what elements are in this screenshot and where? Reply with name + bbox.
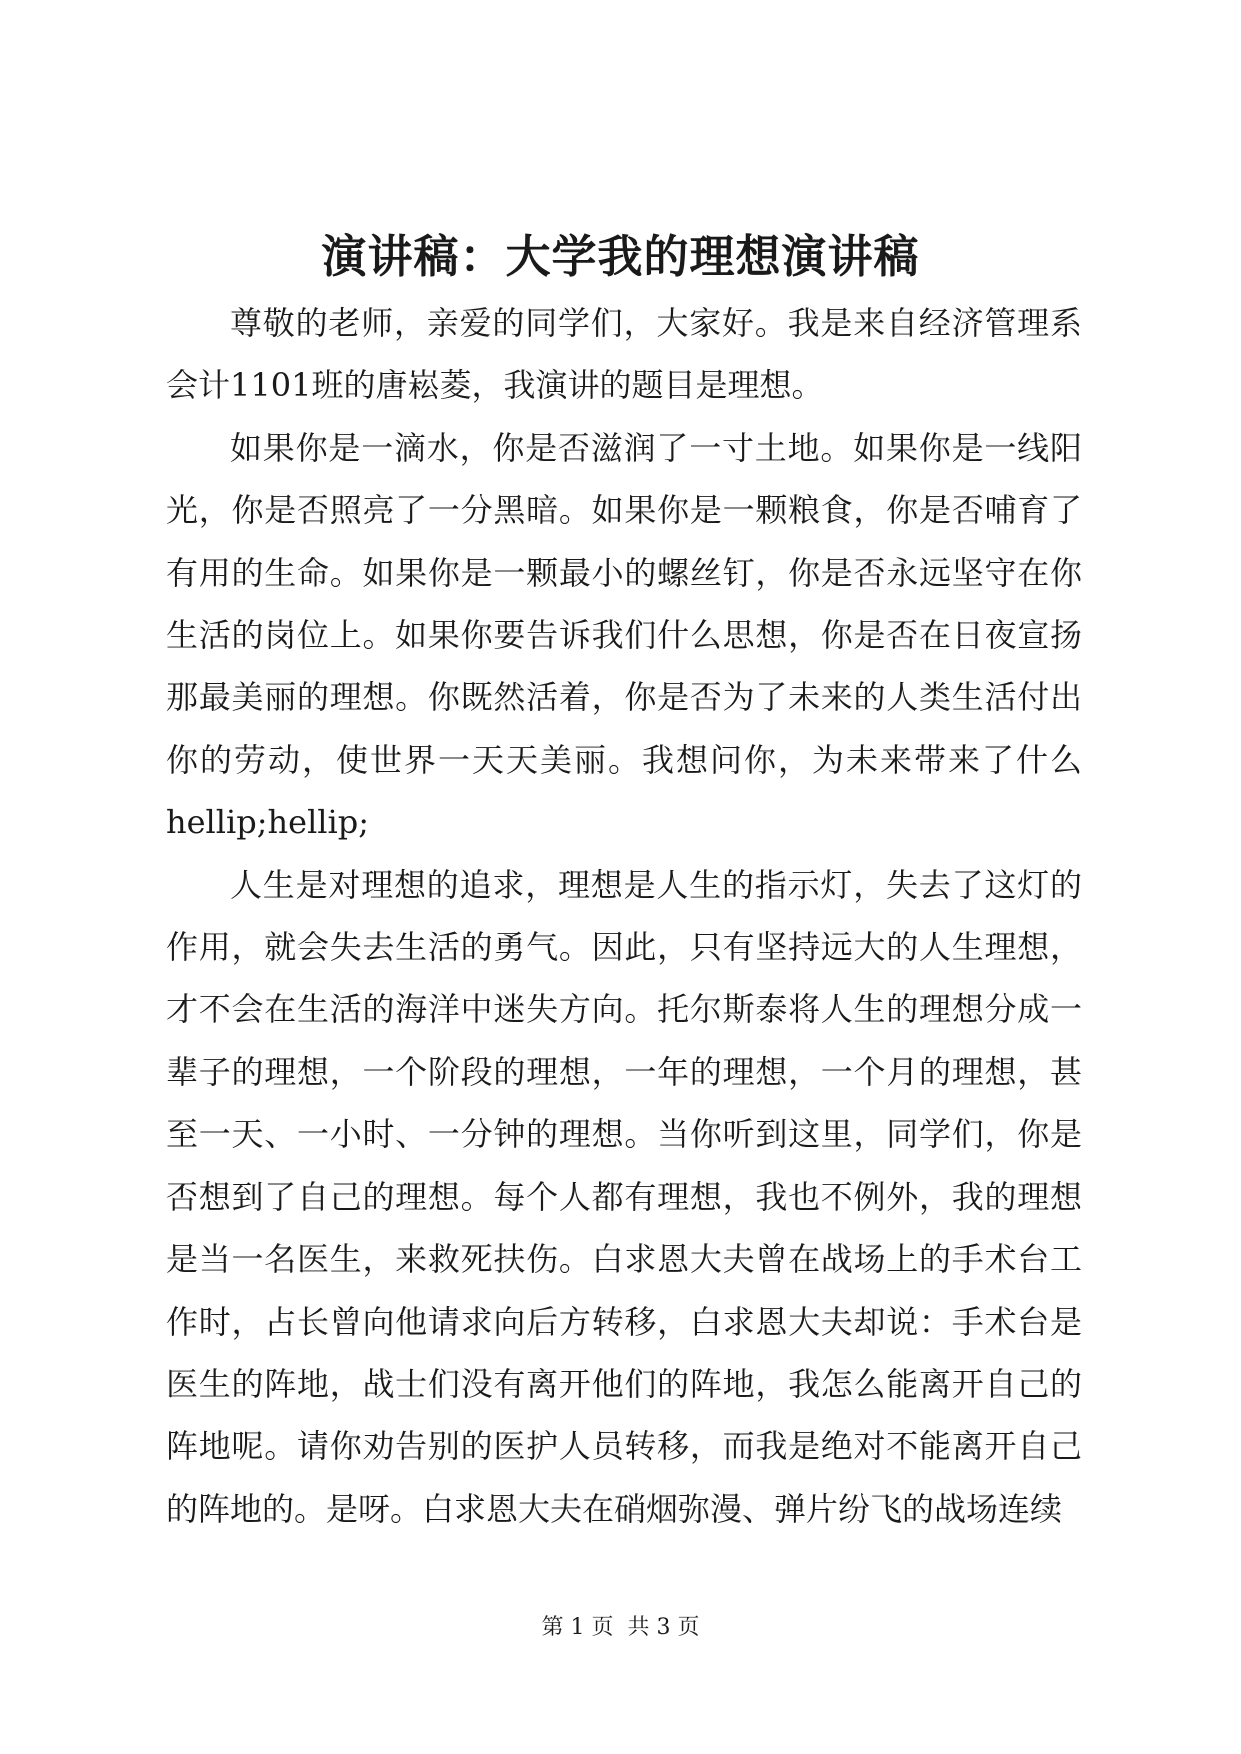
paragraph-water-drop: 如果你是一滴水，你是否滋润了一寸土地。如果你是一线阳光，你是否照亮了一分黑暗。如果你是一颗粮食，你是否哺育了有用的生命。如果你是一颗最小的螺丝钉，你是否永远坚守在你生活的岗位上。如果你要告诉我们什么思想，你是否在日夜宣扬那最美丽的理想。你既然活着，你是否为了未来的人类生活付出你的劳动，使世界一天天美丽。我想问你，为未来带来了什么hellip;hellip; bbox=[166, 428, 1082, 842]
document-title: 演讲稿：大学我的理想演讲稿 bbox=[321, 230, 920, 283]
page-number: 第 1 页 bbox=[541, 1615, 614, 1640]
document-body bbox=[166, 292, 1082, 1540]
paragraph-ideal-pursuit: 人生是对理想的追求，理想是人生的指示灯，失去了这灯的作用，就会失去生活的勇气。因此，只有坚持远大的人生理想，才不会在生活的海洋中迷失方向。托尔斯泰将人生的理想分成一辈子的理想，一个阶段的理想，一年的理想，一个月的理想，甚至一天、一小时、一分钟的理想。当你听到这里，同学们，你是否想到了自己的理想。每个人都有理想，我也不例外，我的理想是当一名医生，来救死扶伤。白求恩大夫曾在战场上的手术台工作时，占长曾向他请求向后方转移，白求恩大夫却说：手术台是医生的阵地，战士们没有离开他们的阵地，我怎么能离开自己的阵地呢。请你劝告别的医护人员转移，而我是绝对不能离开自己的阵地的。是呀。白求恩大夫在硝烟弥漫、弹片纷飞的战场连续 bbox=[166, 865, 1082, 1528]
page-total: 共 3 页 bbox=[627, 1615, 700, 1640]
paragraph-greeting: 尊敬的老师，亲爱的同学们，大家好。我是来自经济管理系会计1101班的唐崧菱，我演讲的题目是理想。 bbox=[166, 304, 1082, 405]
footer-spacer bbox=[614, 1615, 628, 1640]
page-footer bbox=[0, 1610, 1241, 1641]
